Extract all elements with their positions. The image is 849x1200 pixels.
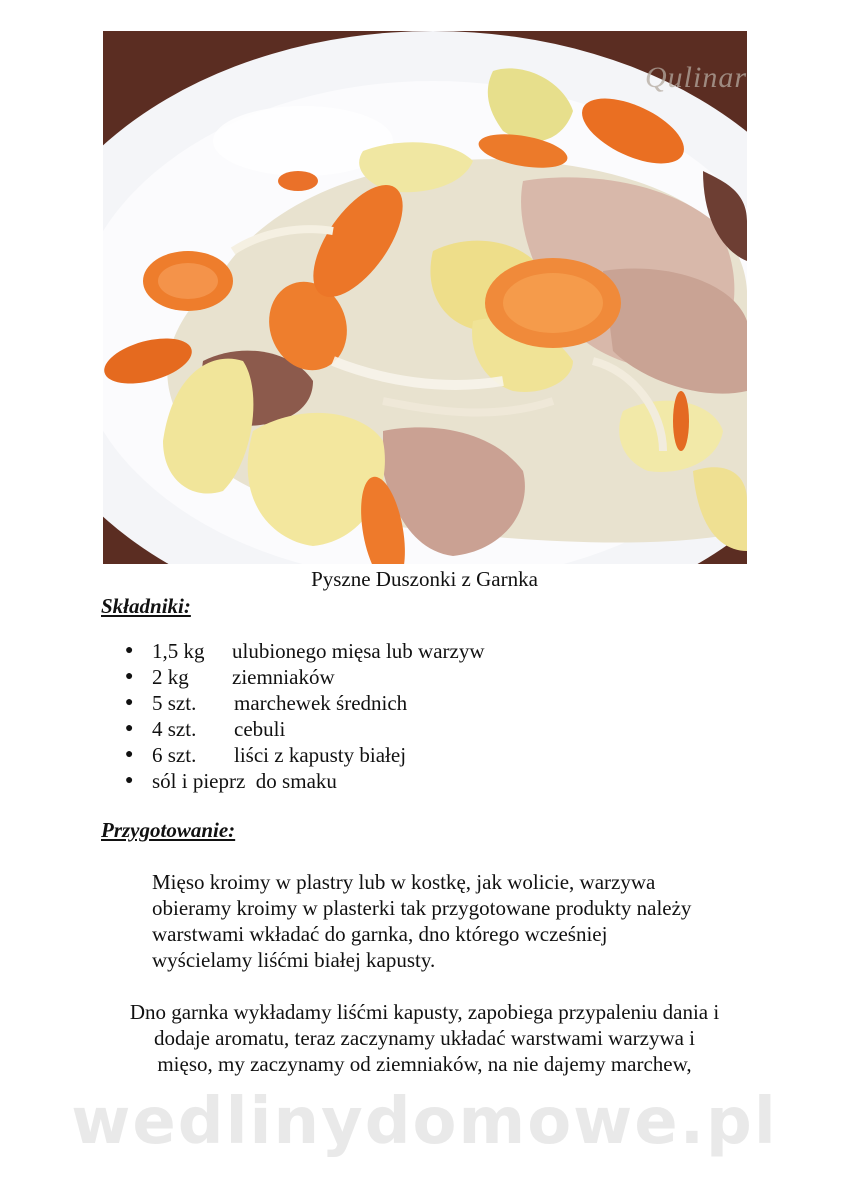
paragraph-line: obieramy kroimy w plasterki tak przygotowane produkty należy: [152, 896, 692, 920]
list-item: [125, 690, 485, 716]
ingredient-name: ziemniaków: [232, 665, 335, 689]
bullet-icon: ●: [125, 721, 134, 736]
list-item: [125, 768, 485, 794]
preparation-title: Przygotowanie:: [101, 818, 236, 842]
bullet-icon: ●: [125, 643, 134, 658]
photo-caption: Pyszne Duszonki z Garnka: [311, 567, 538, 591]
ingredients-title: Składniki:: [101, 594, 191, 618]
ingredient-qty: 4 szt.: [152, 717, 197, 741]
paragraph-line: Dno garnka wykładamy liśćmi kapusty, zapobiega przypaleniu dania i: [129, 1000, 720, 1024]
preparation-paragraph-2: [0, 999, 849, 1077]
list-item: [125, 664, 485, 690]
ingredient-name: marchewek średnich: [234, 691, 408, 715]
paragraph-line: wyścielamy liśćmi białej kapusty.: [152, 948, 436, 972]
paragraph-line: warstwami wkładać do garnka, dno którego wcześniej: [152, 922, 608, 946]
ingredients-list: [125, 638, 485, 794]
ingredient-qty: 6 szt.: [152, 743, 197, 767]
photo-watermark: Qulinar: [644, 61, 747, 94]
list-item: [125, 716, 485, 742]
bullet-icon: ●: [125, 747, 134, 762]
site-watermark: wedlinydomowe.pl: [71, 1085, 778, 1159]
bullet-icon: ●: [125, 773, 134, 788]
bullet-icon: ●: [125, 695, 134, 710]
ingredient-qty: 5 szt.: [152, 691, 197, 715]
paragraph-line: dodaje aromatu, teraz zaczynamy układać warstwami warzywa i: [153, 1026, 696, 1050]
ingredient-name: ulubionego mięsa lub warzyw: [232, 639, 485, 663]
list-item: [125, 638, 485, 664]
dish-illustration: [103, 31, 747, 564]
paragraph-line: mięso, my zaczynamy od ziemniaków, na nie dajemy marchew,: [157, 1052, 692, 1076]
paragraph-line: Mięso kroimy w plastry lub w kostkę, jak wolicie, warzywa: [152, 870, 656, 894]
ingredient-name: cebuli: [234, 717, 286, 741]
ingredient-qty: 2 kg: [152, 665, 189, 689]
list-item: [125, 742, 485, 768]
dish-photo: [103, 31, 747, 564]
ingredient-name: liści z kapusty białej: [234, 743, 407, 767]
preparation-paragraph-1: [152, 869, 772, 973]
ingredient-qty: 1,5 kg: [152, 639, 205, 663]
ingredient-name: sól i pieprz do smaku: [152, 769, 337, 793]
bullet-icon: ●: [125, 669, 134, 684]
